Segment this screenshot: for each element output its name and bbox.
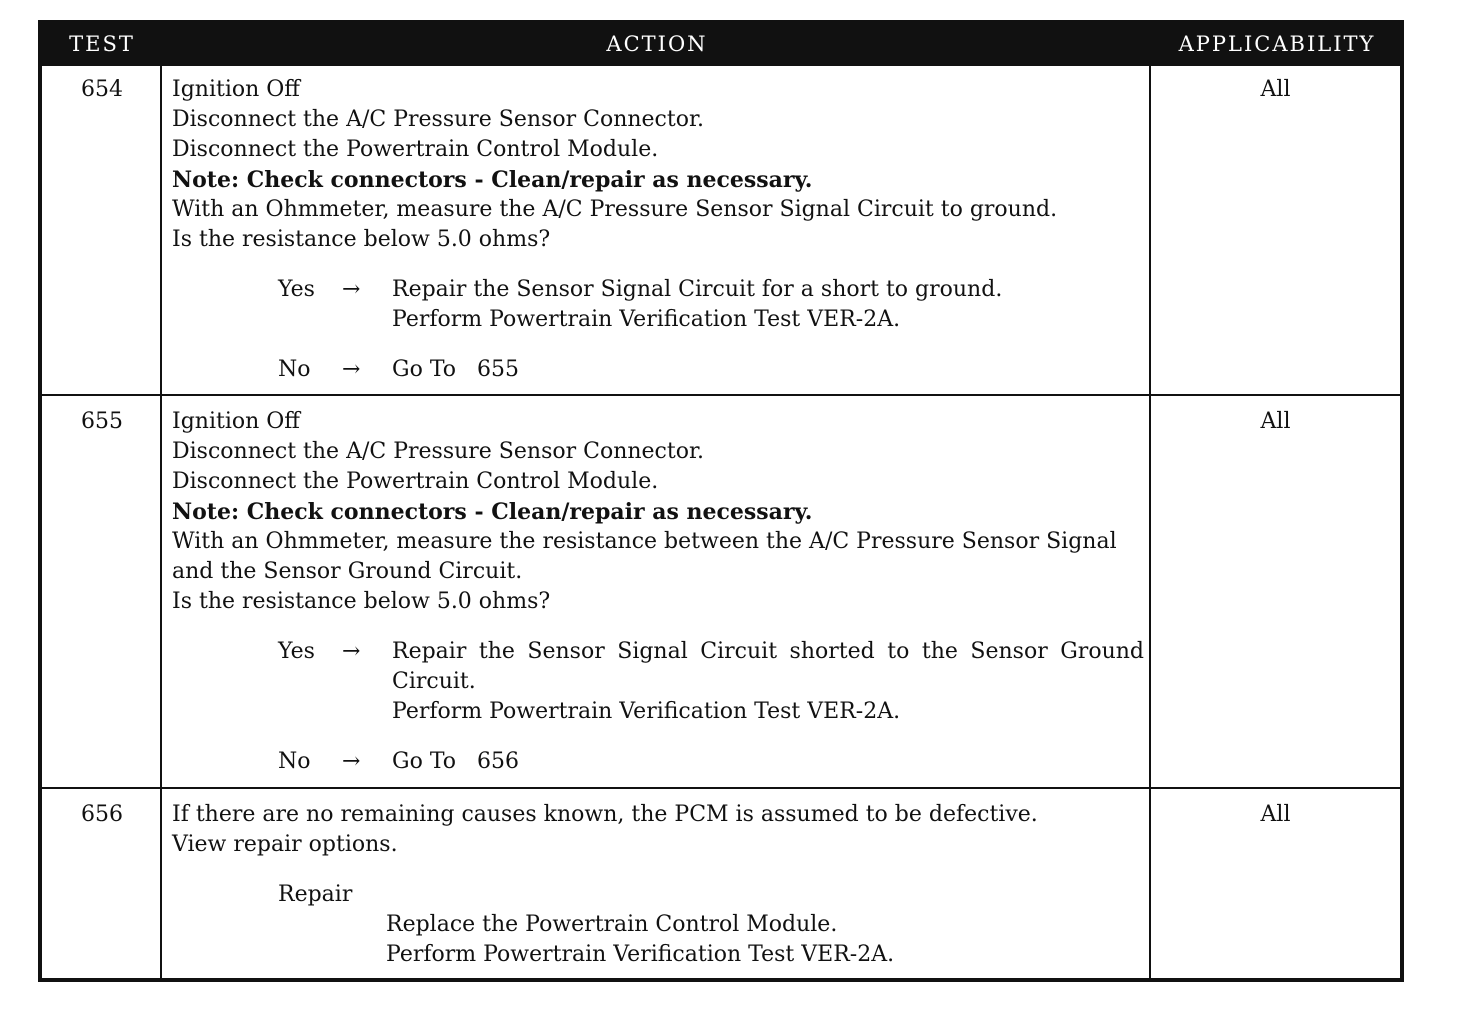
arrow-icon: → bbox=[342, 357, 361, 382]
action-line: Ignition Off bbox=[172, 77, 300, 102]
applicability: All bbox=[1260, 802, 1291, 827]
repair-text: Replace the Powertrain Control Module. bbox=[386, 912, 838, 937]
yes-text: Perform Powertrain Verification Test VER-2A. bbox=[392, 699, 901, 724]
applicability: All bbox=[1260, 409, 1291, 434]
header-applicability: APPLICABILITY bbox=[1178, 32, 1376, 56]
action-line: If there are no remaining causes known, the PCM is assumed to be defective. bbox=[172, 802, 1038, 827]
test-table bbox=[38, 20, 1404, 982]
arrow-icon: → bbox=[342, 639, 361, 664]
action-cell bbox=[172, 800, 1144, 970]
question-line: Is the resistance below 5.0 ohms? bbox=[172, 589, 551, 614]
arrow-icon: → bbox=[342, 277, 361, 302]
action-line: View repair options. bbox=[172, 832, 398, 857]
action-line: Disconnect the Powertrain Control Module. bbox=[172, 137, 659, 162]
repair-text: Perform Powertrain Verification Test VER-2A. bbox=[386, 942, 895, 967]
no-label: No bbox=[278, 749, 311, 774]
note-line: Note: Check connectors - Clean/repair as necessary. bbox=[172, 499, 813, 525]
no-text: Go To 655 bbox=[392, 357, 519, 382]
header-action: ACTION bbox=[606, 32, 708, 56]
note-line: Note: Check connectors - Clean/repair as necessary. bbox=[172, 167, 813, 193]
header-test: TEST bbox=[69, 32, 135, 56]
yes-option bbox=[172, 637, 1144, 727]
test-number: 656 bbox=[81, 802, 123, 827]
action-line: With an Ohmmeter, measure the A/C Pressure Sensor Signal Circuit to ground. bbox=[172, 197, 1058, 222]
repair-label: Repair bbox=[278, 882, 353, 907]
yes-text: Perform Powertrain Verification Test VER-2A. bbox=[392, 307, 901, 332]
no-option bbox=[172, 747, 1144, 777]
action-line: With an Ohmmeter, measure the resistance between the A/C Pressure Sensor Signal bbox=[172, 529, 1117, 554]
yes-option bbox=[172, 275, 1144, 335]
yes-text: Repair the Sensor Signal Circuit shorted to the Sensor Ground bbox=[392, 639, 1144, 664]
column-divider bbox=[1149, 66, 1151, 978]
yes-text: Circuit. bbox=[392, 669, 476, 694]
action-cell bbox=[172, 407, 1144, 777]
test-number: 654 bbox=[81, 77, 123, 102]
no-label: No bbox=[278, 357, 311, 382]
action-line: Disconnect the A/C Pressure Sensor Connector. bbox=[172, 439, 705, 464]
no-text: Go To 656 bbox=[392, 749, 519, 774]
row-divider bbox=[42, 394, 1400, 396]
no-option bbox=[172, 355, 1144, 385]
applicability: All bbox=[1260, 77, 1291, 102]
action-line: Ignition Off bbox=[172, 409, 300, 434]
test-number: 655 bbox=[81, 409, 123, 434]
action-line: and the Sensor Ground Circuit. bbox=[172, 559, 523, 584]
table-header bbox=[42, 24, 1400, 66]
yes-text: Repair the Sensor Signal Circuit for a short to ground. bbox=[392, 277, 1003, 302]
action-line: Disconnect the Powertrain Control Module. bbox=[172, 469, 659, 494]
column-divider bbox=[160, 66, 162, 978]
question-line: Is the resistance below 5.0 ohms? bbox=[172, 227, 551, 252]
action-cell bbox=[172, 75, 1144, 385]
yes-label: Yes bbox=[278, 277, 315, 302]
action-line: Disconnect the A/C Pressure Sensor Connector. bbox=[172, 107, 705, 132]
yes-label: Yes bbox=[278, 639, 315, 664]
arrow-icon: → bbox=[342, 749, 361, 774]
row-divider bbox=[42, 787, 1400, 789]
